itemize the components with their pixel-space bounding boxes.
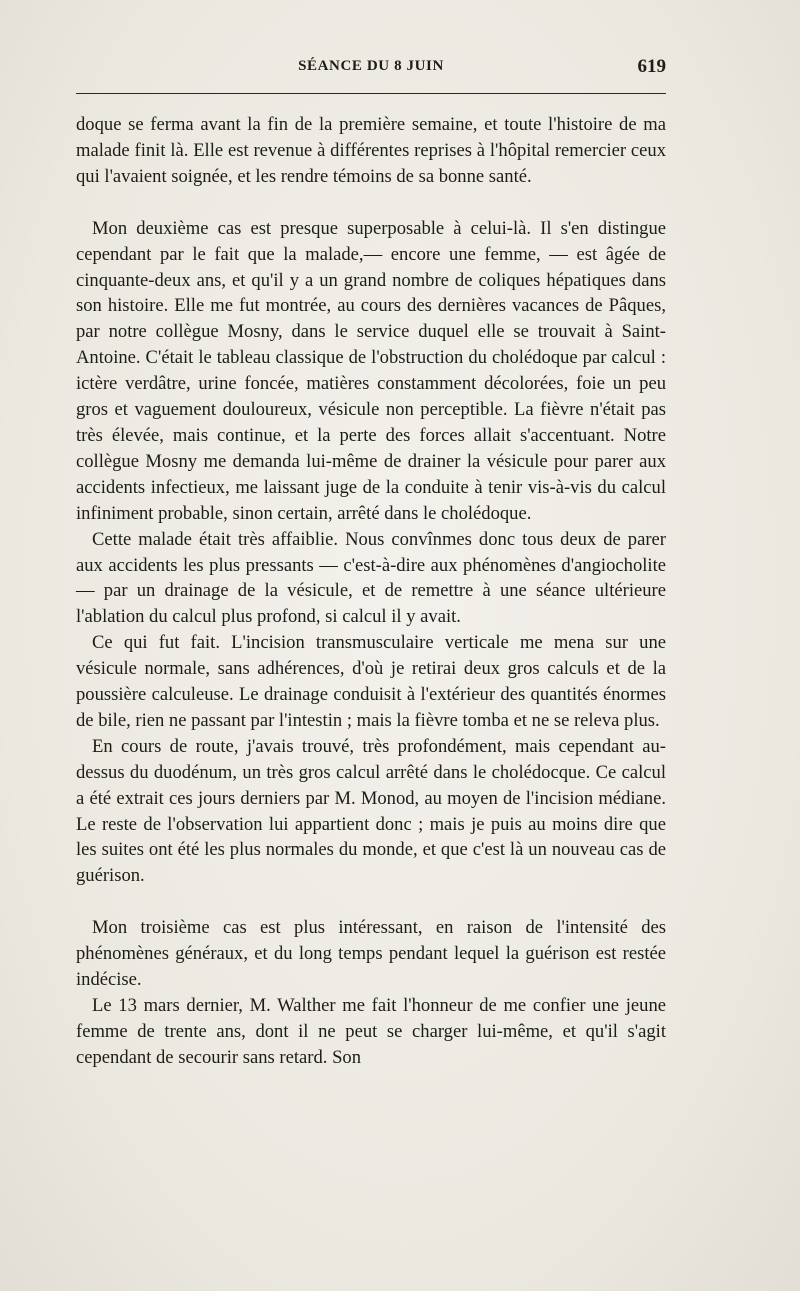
paragraph-march-13: Le 13 mars dernier, M. Walther me fait l'honneur de me confier une jeune femme de trente ans, dont il ne peut se charger lui-même, et qu'il s'agit cependant de secourir sans retard. Son [76, 995, 666, 1068]
paragraph-continuation: doque se ferma avant la fin de la première semaine, et toute l'histoire de ma malade finit là. Elle est revenue à différentes reprises à l'hôpital remercier ceux qui l'avaient soignée, et les rendre témoins de sa bonne santé. [76, 114, 666, 187]
running-title: SÉANCE DU 8 JUIN [298, 58, 444, 74]
paragraph-third-case: Mon troisième cas est plus intéressant, en raison de l'intensité des phénomènes généraux, et du long temps pendant lequel la guérison est restée indécise. [76, 917, 666, 991]
paragraph-second-case: Mon deuxième cas est presque superposable à celui-là. Il s'en distingue cependant par le fait que la malade,— encore une femme, — est âgée de cinquante-deux ans, et qu'il y a un grand nombre de coliques hépatiques dans son histoire. Elle me fut montrée, au cours des dernières vacances de Pâques, par notre collègue Mosny, dans le service duquel elle se trouvait à Saint-Antoine. C'était le tableau classique de l'obstruction du cholédoque par calcul : ictère verdâtre, urine foncée, matières constamment décolorées, foie un peu gros et vaguement douloureux, vésicule non perceptible. La fièvre n'était pas très élevée, mais continue, et la perte des forces allait s'accentuant. Notre collègue Mosny me demanda lui-même de drainer la vésicule pour parer aux accidents infectieux, me laissant juge de la conduite à tenir vis-à-vis du calcul infiniment probable, sinon certain, arrêté dans le cholédoque. [76, 217, 666, 524]
header-rule [76, 93, 666, 94]
paragraph-calculus-found: En cours de route, j'avais trouvé, très profondément, mais cependant au-dessus du duodénum, un très gros calcul arrêté dans le cholédocque. Ce calcul a été extrait ces jours derniers par M. Monod, au moyen de l'incision médiane. Le reste de l'observation lui appartient donc ; mais je puis au moins dire que les suites ont été les plus normales du monde, et que c'est là un nouveau cas de guérison. [76, 735, 666, 887]
body-text [76, 112, 666, 1071]
page-number: 619 [637, 56, 666, 77]
page-header [76, 58, 666, 82]
paragraph-incision: Ce qui fut fait. L'incision transmusculaire verticale me mena sur une vésicule normale, sans adhérences, d'où je retirai deux gros calculs et de la poussière calculeuse. Le drainage conduisit à l'extérieur des quantités énormes de bile, rien ne passant par l'intestin ; mais la fièvre tomba et ne se releva plus. [76, 632, 666, 731]
paragraph-weak-patient: Cette malade était très affaiblie. Nous convînmes donc tous deux de parer aux accidents les plus pressants — c'est-à-dire aux phénomènes d'angiocholite — par un drainage de la vésicule, et de remettre à une séance ultérieure l'ablation du calcul plus profond, si calcul il y avait. [76, 528, 666, 628]
